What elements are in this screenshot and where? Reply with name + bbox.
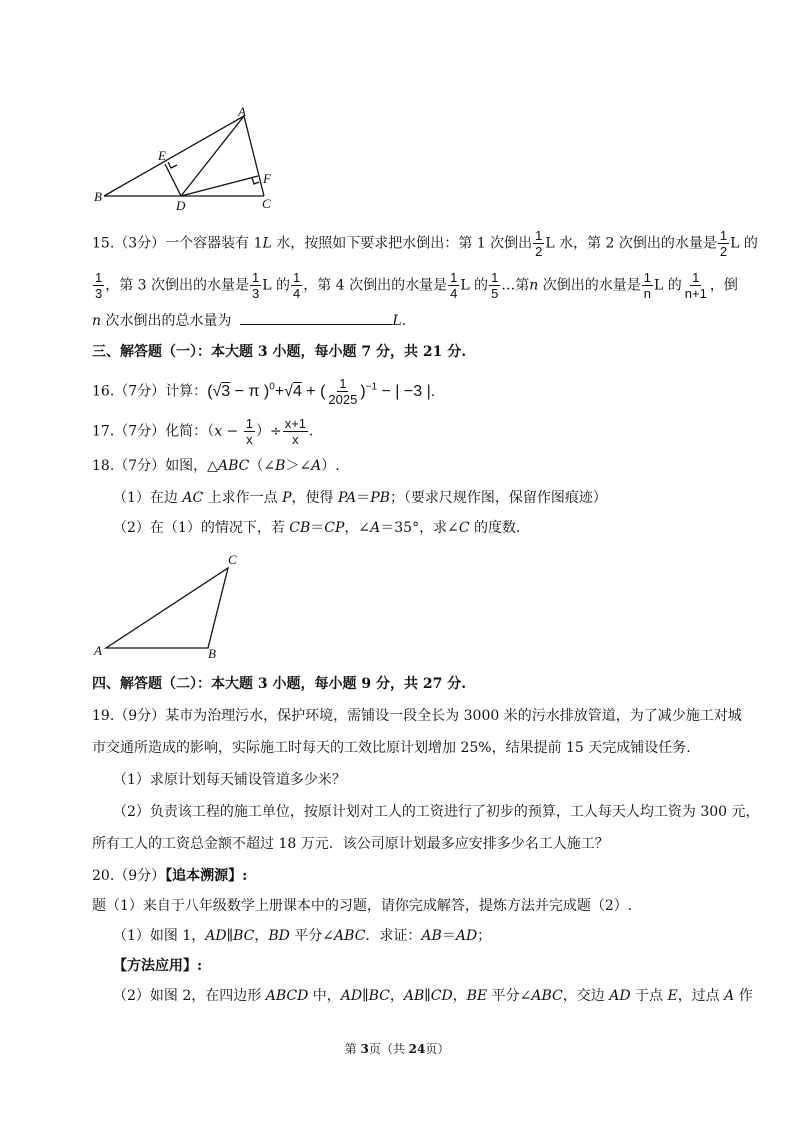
q19-part-1: （1）求原计划每天铺设管道多少米？: [113, 772, 346, 788]
segment-AB: [104, 116, 244, 196]
section-4-heading: 四、解答题（二）：本大题 3 小题，每小题 9 分，共 27 分.: [92, 676, 467, 692]
fraction-one-fifth: $\frac{1}{5}$: [491, 270, 499, 301]
fig1-label-B: B: [94, 189, 102, 204]
fraction-one-over-n-plus-1: $\frac{1}{n+1}$: [684, 270, 707, 301]
fraction-one-quarter: $\frac{1}{4}$: [293, 270, 301, 301]
q20-part-2: （2）如图 2，在四边形 ABCD 中，AD∥BC，AB∥CD，BE 平分∠ABC，交边 AD 于点 E，过点 A 作: [113, 988, 753, 1004]
q18-part-1: （1）在边 AC 上求作一点 P，使得 PA＝PB；（要求尺规作图，保留作图痕迹）: [113, 490, 607, 506]
q19-line-2: 市交通所造成的影响，实际施工时每天的工效比原计划增加 25%，结果提前 15 天完成铺设任务.: [92, 740, 691, 756]
segment-DF: [181, 176, 258, 196]
fig2-label-C: C: [228, 552, 237, 567]
triangle-figure-2: [96, 560, 246, 660]
q20-part-1: （1）如图 1，AD∥BC，BD 平分∠ABC．求证：AB＝AD；: [113, 928, 492, 944]
q18-part-2: （2）在（1）的情况下，若 CB＝CP，∠A＝35°，求∠C 的度数.: [113, 520, 521, 536]
q19-part-2-b: 所有工人的工资总金额不超过 18 万元．该公司原计划最多应安排多少名工人施工？: [92, 836, 609, 852]
q20-header: 20.（9分）【追本溯源】:: [92, 868, 248, 884]
page-footer: 第 3页（共 24页）: [344, 1042, 450, 1056]
fraction-1-over-x: $\frac{1}{x}$: [245, 416, 253, 447]
fig1-label-F: F: [263, 171, 271, 186]
fig1-label-A: A: [238, 104, 246, 119]
fig2-label-A: A: [94, 643, 102, 658]
sqrt-symbol: √: [212, 382, 222, 400]
segment-AD: [181, 116, 244, 196]
q17-line: 17.（7分）化简：（x − $\frac{1}{x}$ ）÷ $\frac{x+1}{x}$ .: [92, 416, 314, 447]
q20-method-heading: 【方法应用】:: [113, 958, 203, 974]
sqrt-symbol: √: [284, 382, 293, 400]
fraction-one-half-2: $\frac{1}{2}$: [719, 228, 728, 259]
right-angle-mark-F: [252, 178, 259, 184]
q15-line-2: $\frac{1}{3}$ ，第 3 次倒出的水量是 $\frac{1}{3}$ L 的 $\frac{1}{4}$ ，第 4 次倒出的水量是 $\frac{1}{4}$ L 的 $\frac{1}{5}$ …第n 次倒出的水量是 $\frac{1}{n}$ L 的 $\frac{1}{n+1}$ ，倒: [95, 270, 738, 301]
fig1-label-E: E: [158, 148, 166, 163]
q18-line-1: 18.（7分）如图，△ABC（∠B＞∠A）.: [92, 458, 340, 474]
q19-line-1: 19.（9分）某市为治理污水，保护环境，需铺设一段全长为 3000 米的污水排放管道，为了减少施工对城: [92, 708, 742, 724]
fig1-label-D: D: [176, 198, 186, 213]
fraction-one-third: $\frac{1}{3}$: [95, 270, 103, 301]
fraction-one-half: $\frac{1}{2}$: [535, 228, 543, 259]
fig1-label-C: C: [262, 196, 271, 211]
q20-intro: 题（1）来自于八年级数学上册课本中的习题，请你完成解答，提炼方法并完成题（2）.: [92, 898, 633, 914]
segment-DE: [165, 164, 181, 196]
triangle-ABC: [106, 568, 228, 648]
right-angle-mark-E: [168, 162, 177, 168]
fraction-x-plus-1-over-x: $\frac{x+1}{x}$: [284, 416, 307, 447]
triangle-figure-1: [88, 100, 288, 215]
q16-line: 16.（7分）计算：(√3 − π )$^0$+√4 + ( $\frac{1}{2025}$ )$^{-1}$ − | −3 |.: [92, 376, 436, 407]
fraction-1-over-2025: $\frac{1}{2025}$: [328, 376, 358, 407]
q15-line-3: n 次水倒出的总水量为 L.: [92, 310, 406, 331]
fig2-label-B: B: [208, 646, 216, 661]
q15-line-1: 15.（3分）一个容器装有 1L 水，按照如下要求把水倒出：第 1 次倒出 $\frac{1}{2}$ L 水，第 2 次倒出的水量是 $\frac{1}{2}$ L 的: [92, 228, 758, 259]
fraction-one-over-n: $\frac{1}{n}$: [643, 270, 652, 301]
q19-part-2-a: （2）负责该工程的施工单位，按原计划对工人的工资进行了初步的预算，工人每天人均工资为 300 元，: [113, 804, 760, 820]
section-3-heading: 三、解答题（一）：本大题 3 小题，每小题 7 分，共 21 分.: [92, 344, 467, 360]
answer-blank[interactable]: [240, 310, 392, 325]
